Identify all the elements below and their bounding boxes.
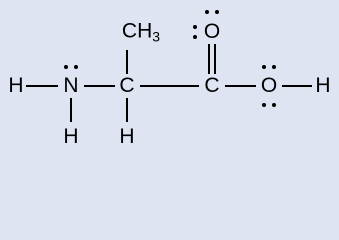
atom-hydroxyl-oxygen: O <box>260 74 278 97</box>
lone-pair-dot-o2-bottom-1 <box>262 103 266 107</box>
lone-pair-dot-o1-left-2 <box>193 35 197 39</box>
atom-h-left: H <box>8 74 24 97</box>
lone-pair-dot-o1-top-2 <box>215 10 219 14</box>
atom-alpha-carbon: C <box>119 74 135 97</box>
atom-h-right: H <box>315 74 331 97</box>
lone-pair-dot-o1-top-1 <box>205 10 209 14</box>
methyl-ch: CH <box>121 19 153 43</box>
atom-h-below-n: H <box>63 125 79 148</box>
atom-carbonyl-carbon: C <box>204 74 220 97</box>
lone-pair-dot-o1-left-1 <box>193 25 197 29</box>
lone-pair-dot-n-1 <box>64 65 68 69</box>
atom-carbonyl-oxygen: O <box>203 20 221 43</box>
methyl-subscript: 3 <box>152 28 161 45</box>
atom-nitrogen: N <box>63 74 79 97</box>
lone-pair-dot-n-2 <box>74 65 78 69</box>
group-methyl <box>122 21 160 48</box>
atom-h-below-c: H <box>119 125 135 148</box>
lone-pair-dot-o2-top-1 <box>262 65 266 69</box>
lone-pair-dot-o2-top-2 <box>272 65 276 69</box>
lone-pair-dot-o2-bottom-2 <box>272 103 276 107</box>
